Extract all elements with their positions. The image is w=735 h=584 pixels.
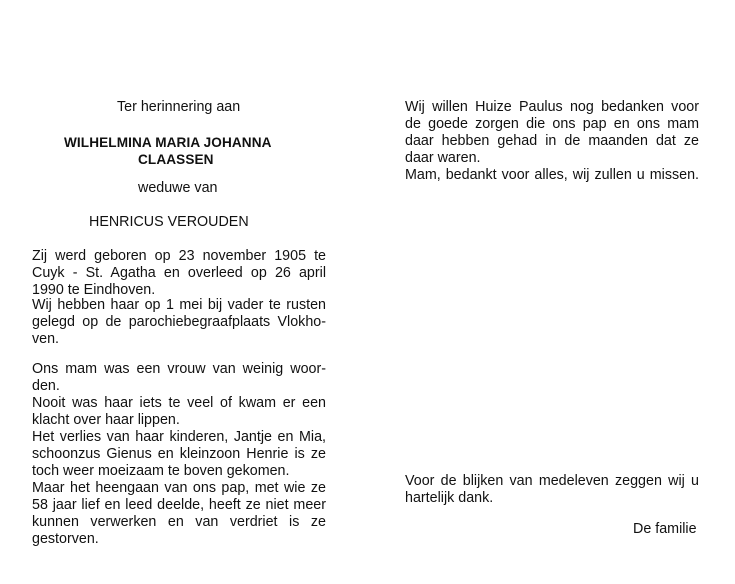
text-line: 1990 te Eindhoven. bbox=[32, 282, 156, 298]
text-line: Het verlies van haar kinderen, Jantje en Mia, bbox=[32, 429, 326, 445]
text-line: Ons mam was een vrouw van weinig woor- bbox=[32, 361, 326, 377]
text-line: Voor de blijken van medeleven zeggen wij u bbox=[405, 473, 699, 489]
husband-name: HENRICUS VEROUDEN bbox=[89, 214, 249, 230]
text-line: 58 jaar lief en leed deelde, heeft ze niet meer bbox=[32, 497, 326, 513]
intro-text: Ter herinnering aan bbox=[117, 99, 241, 115]
text-line: schoonzus Gienus en kleinzoon Henrie is ze bbox=[32, 446, 326, 462]
text-line: den. bbox=[32, 378, 60, 394]
widow-of-text: weduwe van bbox=[138, 180, 218, 196]
deceased-name-line2: CLAASSEN bbox=[138, 152, 214, 167]
text-line: kunnen verwerken en van verdriet is ze bbox=[32, 514, 326, 530]
text-line: ven. bbox=[32, 331, 60, 347]
text-line: Nooit was haar iets te veel of kwam er een bbox=[32, 395, 326, 411]
deceased-name-line1: WILHELMINA MARIA JOHANNA bbox=[64, 135, 272, 150]
text-line: gestorven. bbox=[32, 531, 99, 547]
text-line: Cuyk - St. Agatha en overleed op 26 april bbox=[32, 265, 326, 281]
text-line: Mam, bedankt voor alles, wij zullen u missen. bbox=[405, 167, 699, 183]
text-line: klacht over haar lippen. bbox=[32, 412, 180, 428]
text-line: hartelijk dank. bbox=[405, 490, 494, 506]
life-paragraph bbox=[32, 361, 326, 548]
burial-paragraph bbox=[32, 297, 326, 348]
text-line: toch weer moeizaam te boven gekomen. bbox=[32, 463, 290, 479]
text-line: daar hebben gehad in de maanden dat ze bbox=[405, 133, 699, 149]
signature: De familie bbox=[633, 521, 697, 537]
text-line: daar waren. bbox=[405, 150, 481, 166]
closing-paragraph bbox=[405, 473, 699, 507]
text-line: Zij werd geboren op 23 november 1905 te bbox=[32, 248, 326, 264]
text-line: Maar het heengaan van ons pap, met wie ze bbox=[32, 480, 326, 496]
thanks-paragraph bbox=[405, 99, 699, 184]
text-line: Wij willen Huize Paulus nog bedanken voor bbox=[405, 99, 699, 115]
text-line: Wij hebben haar op 1 mei bij vader te rusten bbox=[32, 297, 326, 313]
text-line: de goede zorgen die ons pap en ons mam bbox=[405, 116, 699, 132]
text-line: gelegd op de parochiebegraafplaats Vlokho- bbox=[32, 314, 326, 330]
birth-death-paragraph bbox=[32, 248, 326, 299]
